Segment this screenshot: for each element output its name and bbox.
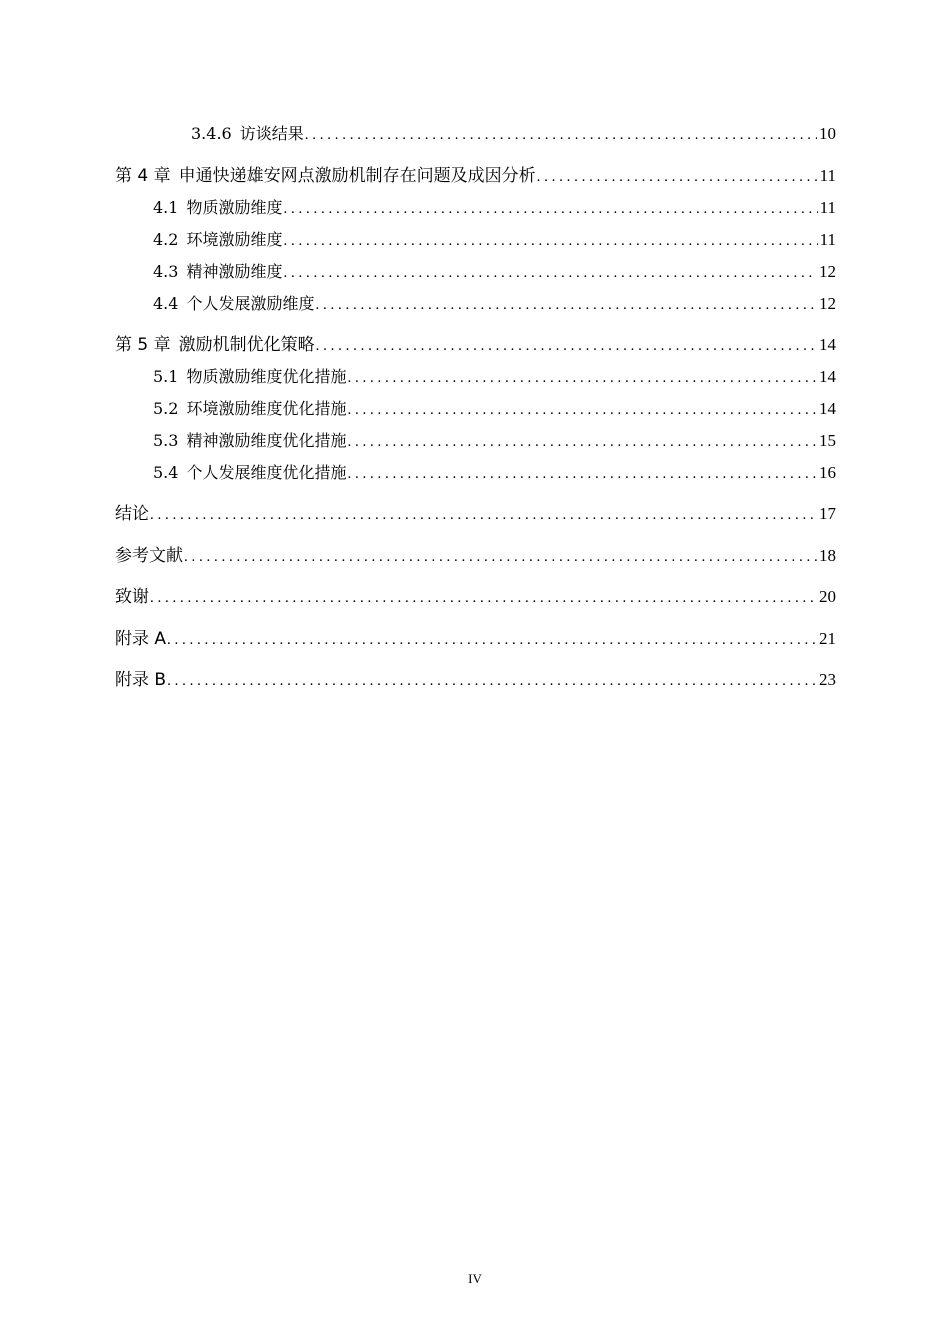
toc-entry-5-1[interactable] — [153, 368, 836, 386]
toc-entry-page: 17 — [819, 504, 836, 523]
toc-entry-conclusion[interactable] — [115, 505, 836, 523]
toc-entry-5-2[interactable] — [153, 400, 836, 418]
toc-entry-title: 参考文献 — [115, 546, 183, 566]
toc-entry-page: 11 — [819, 230, 836, 249]
toc-dot-leader — [184, 550, 817, 565]
toc-entry-title: 附录 B — [115, 670, 167, 690]
toc-entry-title: 附录 A — [115, 629, 167, 649]
toc-entry-page: 14 — [819, 399, 836, 418]
toc-entry-page: 14 — [819, 367, 836, 386]
toc-entry-4-4[interactable] — [153, 295, 836, 313]
toc-entry-title: 精神激励维度 — [186, 262, 283, 281]
toc-dot-leader — [537, 170, 818, 185]
toc-dot-leader — [347, 435, 817, 450]
toc-entry-title: 物质激励维度优化措施 — [186, 367, 347, 386]
toc-dot-leader — [316, 339, 817, 354]
toc-entry-title: 环境激励维度优化措施 — [186, 399, 347, 418]
toc-entry-title: 激励机制优化策略 — [178, 335, 315, 355]
toc-entry-number: 4.2 — [153, 230, 179, 249]
toc-entry-chapter-5[interactable] — [115, 336, 836, 354]
toc-entry-title: 精神激励维度优化措施 — [186, 431, 347, 450]
toc-entry-appendix-b[interactable] — [115, 671, 836, 689]
toc-entry-title: 个人发展维度优化措施 — [186, 463, 347, 482]
toc-entry-page: 12 — [819, 294, 836, 313]
toc-entry-number: 5.1 — [153, 367, 179, 386]
toc-entry-3-4-6[interactable] — [191, 125, 836, 143]
toc-dot-leader — [167, 674, 817, 689]
page-number: IV — [468, 1271, 482, 1286]
toc-dot-leader — [315, 298, 817, 313]
toc-entry-number: 4.4 — [153, 294, 179, 313]
toc-entry-page: 12 — [819, 262, 836, 281]
toc-entry-page: 18 — [819, 546, 836, 565]
toc-entry-number: 3.4.6 — [191, 124, 232, 143]
toc-entry-number: 5.3 — [153, 431, 179, 450]
toc-dot-leader — [167, 633, 817, 648]
toc-entry-4-3[interactable] — [153, 263, 836, 281]
toc-dot-leader — [283, 202, 817, 217]
toc-entry-page: 10 — [819, 124, 836, 143]
toc-dot-leader — [150, 591, 817, 606]
toc-dot-leader — [283, 234, 817, 249]
toc-dot-leader — [150, 508, 817, 523]
toc-entry-page: 23 — [819, 670, 836, 689]
toc-entry-page: 11 — [819, 198, 836, 217]
toc-entry-number: 5.2 — [153, 399, 179, 418]
toc-entry-title: 申通快递雄安网点激励机制存在问题及成因分析 — [178, 166, 536, 186]
toc-entry-number: 第 4 章 — [115, 166, 171, 186]
toc-entry-5-4[interactable] — [153, 464, 836, 482]
toc-entry-title: 访谈结果 — [239, 124, 304, 143]
toc-entry-page: 20 — [819, 587, 836, 606]
toc-dot-leader — [347, 371, 817, 386]
toc-entry-page: 14 — [819, 335, 836, 354]
toc-entry-references[interactable] — [115, 547, 836, 565]
toc-entry-page: 21 — [819, 629, 836, 648]
toc-dot-leader — [347, 403, 817, 418]
toc-entry-number: 4.1 — [153, 198, 179, 217]
toc-dot-leader — [347, 467, 817, 482]
toc-entry-chapter-4[interactable] — [115, 167, 836, 185]
toc-entry-page: 16 — [819, 463, 836, 482]
toc-entry-page: 15 — [819, 431, 836, 450]
toc-entry-title: 个人发展激励维度 — [186, 294, 315, 313]
toc-entry-title: 环境激励维度 — [186, 230, 283, 249]
toc-entry-4-2[interactable] — [153, 231, 836, 249]
toc-entry-title: 结论 — [115, 504, 149, 524]
toc-entry-number: 5.4 — [153, 463, 179, 482]
toc-entry-5-3[interactable] — [153, 432, 836, 450]
toc-entry-acknowledgements[interactable] — [115, 588, 836, 606]
toc-entry-page: 11 — [819, 166, 836, 185]
toc-entry-title: 物质激励维度 — [186, 198, 283, 217]
toc-dot-leader — [305, 128, 817, 143]
toc-entry-4-1[interactable] — [153, 199, 836, 217]
toc-entry-appendix-a[interactable] — [115, 630, 836, 648]
toc-entry-number: 4.3 — [153, 262, 179, 281]
toc-entry-title: 致谢 — [115, 587, 149, 607]
toc-dot-leader — [283, 266, 817, 281]
toc-entry-number: 第 5 章 — [115, 335, 171, 355]
